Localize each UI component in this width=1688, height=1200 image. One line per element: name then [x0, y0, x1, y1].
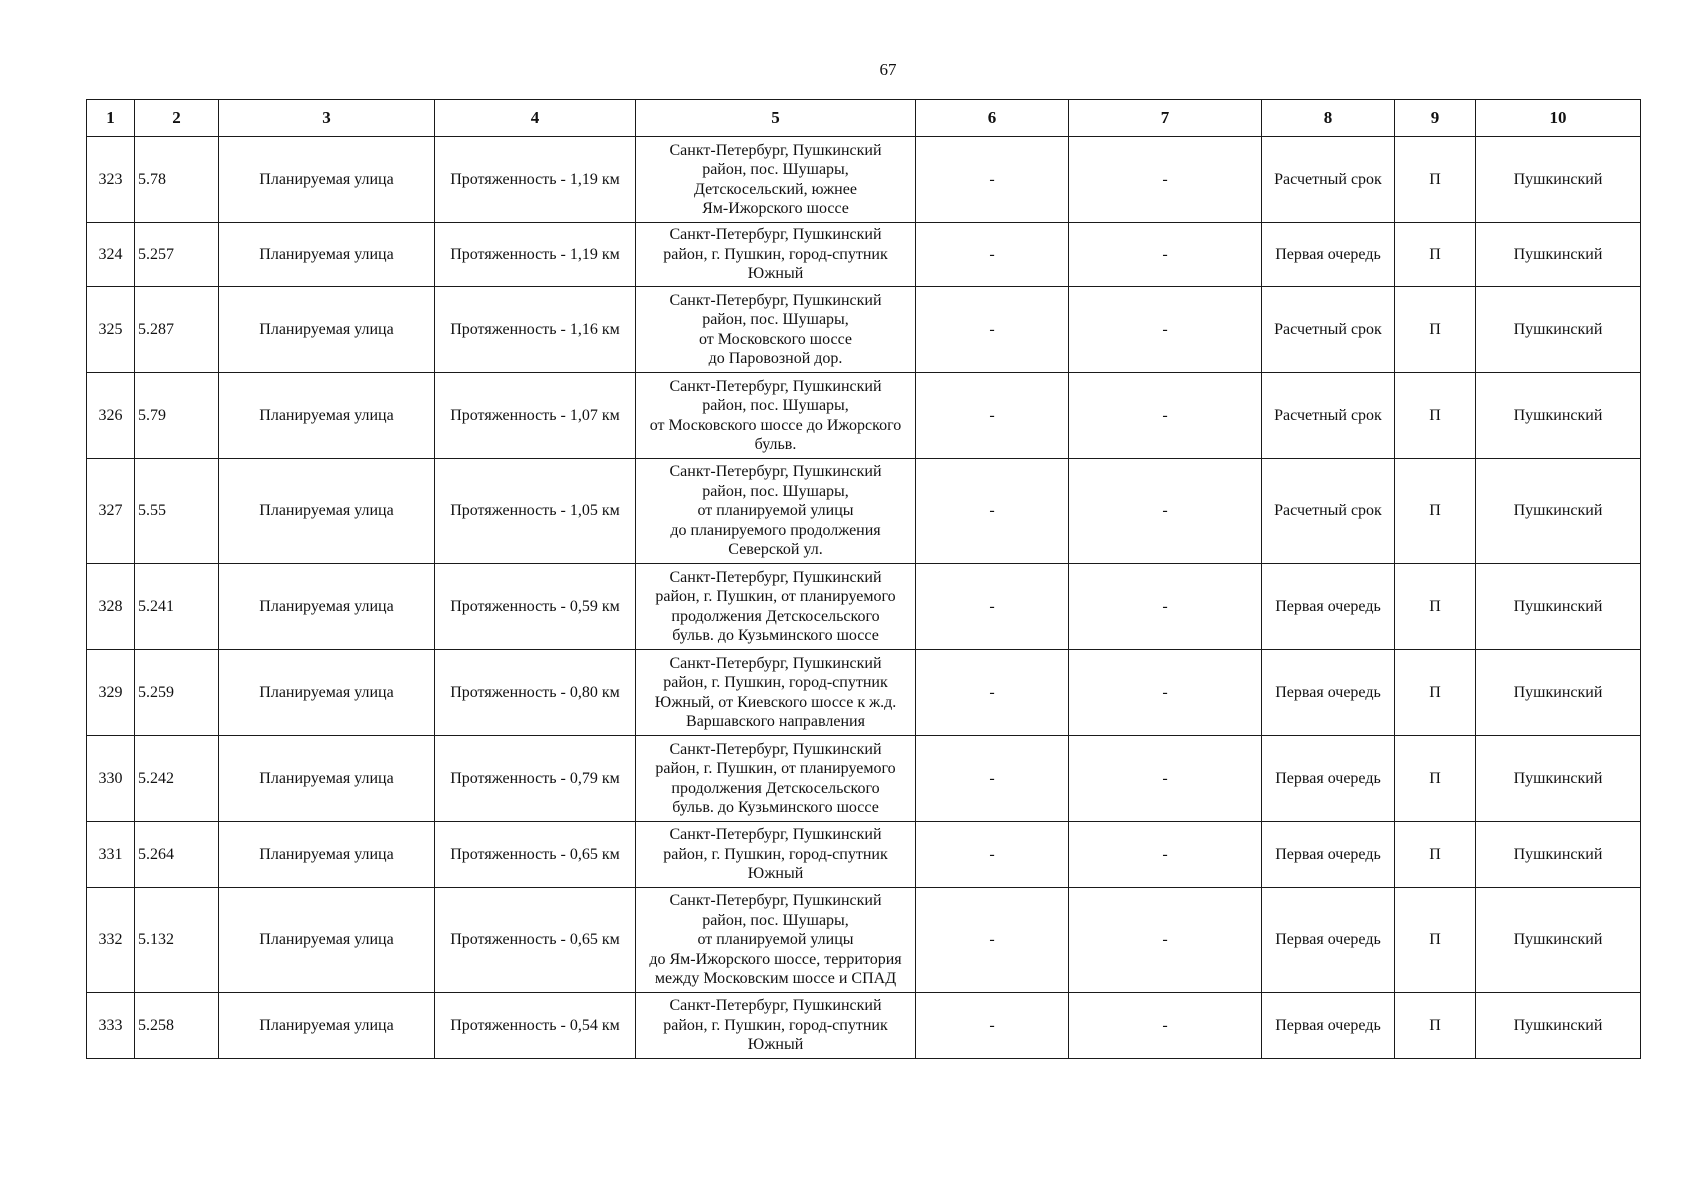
row-number-cell: 323: [87, 137, 135, 223]
district-cell: Пушкинский: [1476, 822, 1641, 888]
address-line: Санкт-Петербург, Пушкинский: [669, 568, 882, 586]
table-row: [87, 287, 1641, 373]
address-line: продолжения Детскосельского: [671, 779, 880, 797]
status-cell: П: [1395, 287, 1476, 373]
object-code-cell: 5.78: [135, 137, 219, 223]
term-cell: Расчетный срок: [1262, 137, 1395, 223]
address-cell: [636, 373, 916, 459]
address-line: район, пос. Шушары,: [702, 311, 849, 328]
object-code-cell: 5.257: [135, 223, 219, 287]
column-header: 5: [636, 100, 916, 137]
address-line: бульв. до Кузьминского шоссе: [672, 799, 879, 816]
address-line: продолжения Детскосельского: [671, 607, 880, 625]
object-name-cell: Планируемая улица: [219, 993, 435, 1059]
object-code-cell: 5.259: [135, 650, 219, 736]
address-cell: [636, 888, 916, 993]
address-line: Санкт-Петербург, Пушкинский: [669, 740, 882, 758]
term-cell: Первая очередь: [1262, 564, 1395, 650]
address-line: район, пос. Шушары,: [702, 911, 849, 929]
address-cell: [636, 287, 916, 373]
address-line: район, г. Пушкин, город-спутник: [663, 845, 888, 863]
district-cell: Пушкинский: [1476, 223, 1641, 287]
object-code-cell: 5.242: [135, 736, 219, 822]
table-row: [87, 822, 1641, 888]
address-line: от планируемой улицы: [697, 502, 854, 520]
address-line: Санкт-Петербург, Пушкинский: [669, 226, 882, 244]
status-cell: П: [1395, 650, 1476, 736]
column-7-cell: -: [1069, 459, 1262, 564]
term-cell: Первая очередь: [1262, 993, 1395, 1059]
object-name-cell: Планируемая улица: [219, 822, 435, 888]
column-7-cell: -: [1069, 373, 1262, 459]
column-6-cell: -: [916, 736, 1069, 822]
row-number-cell: 330: [87, 736, 135, 822]
column-header: 6: [916, 100, 1069, 137]
term-cell: Первая очередь: [1262, 223, 1395, 287]
column-header: 7: [1069, 100, 1262, 137]
column-header: 4: [435, 100, 636, 137]
district-cell: Пушкинский: [1476, 564, 1641, 650]
row-number-cell: 324: [87, 223, 135, 287]
address-line: бульв.: [754, 436, 797, 453]
address-line: Санкт-Петербург, Пушкинский: [669, 291, 882, 309]
address-cell: [636, 822, 916, 888]
address-line: Варшавского направления: [686, 713, 865, 730]
object-name-cell: Планируемая улица: [219, 888, 435, 993]
column-7-cell: -: [1069, 736, 1262, 822]
header-row: [87, 100, 1641, 137]
object-code-cell: 5.258: [135, 993, 219, 1059]
address-line: район, пос. Шушары,: [702, 397, 849, 414]
table-row: [87, 223, 1641, 287]
extent-cell: Протяженность - 1,05 км: [435, 459, 636, 564]
address-cell: [636, 736, 916, 822]
term-cell: Расчетный срок: [1262, 287, 1395, 373]
term-cell: Расчетный срок: [1262, 373, 1395, 459]
address-line: Южный, от Киевского шоссе к ж.д.: [654, 693, 897, 711]
column-6-cell: -: [916, 223, 1069, 287]
district-cell: Пушкинский: [1476, 736, 1641, 822]
row-number-cell: 331: [87, 822, 135, 888]
address-cell: [636, 223, 916, 287]
status-cell: П: [1395, 736, 1476, 822]
address-line: от Московского шоссе до Ижорского: [649, 416, 902, 434]
row-number-cell: 327: [87, 459, 135, 564]
column-7-cell: -: [1069, 564, 1262, 650]
address-line: Санкт-Петербург, Пушкинский: [669, 892, 882, 910]
object-code-cell: 5.79: [135, 373, 219, 459]
column-7-cell: -: [1069, 137, 1262, 223]
address-cell: [636, 459, 916, 564]
extent-cell: Протяженность - 0,54 км: [435, 993, 636, 1059]
extent-cell: Протяженность - 1,19 км: [435, 223, 636, 287]
district-cell: Пушкинский: [1476, 287, 1641, 373]
address-line: район, г. Пушкин, город-спутник: [663, 245, 888, 263]
term-cell: Первая очередь: [1262, 650, 1395, 736]
address-line: Ям-Ижорского шоссе: [702, 200, 849, 217]
column-header: 1: [87, 100, 135, 137]
row-number-cell: 325: [87, 287, 135, 373]
status-cell: П: [1395, 223, 1476, 287]
term-cell: Первая очередь: [1262, 888, 1395, 993]
object-name-cell: Планируемая улица: [219, 373, 435, 459]
table-row: [87, 650, 1641, 736]
address-cell: [636, 650, 916, 736]
column-6-cell: -: [916, 993, 1069, 1059]
column-7-cell: -: [1069, 993, 1262, 1059]
extent-cell: Протяженность - 0,80 км: [435, 650, 636, 736]
row-number-cell: 326: [87, 373, 135, 459]
object-code-cell: 5.55: [135, 459, 219, 564]
extent-cell: Протяженность - 0,79 км: [435, 736, 636, 822]
column-header: 8: [1262, 100, 1395, 137]
address-line: Северской ул.: [728, 541, 823, 559]
table-row: [87, 373, 1641, 459]
status-cell: П: [1395, 888, 1476, 993]
address-line: Санкт-Петербург, Пушкинский: [669, 377, 882, 395]
address-line: Санкт-Петербург, Пушкинский: [669, 997, 882, 1015]
object-code-cell: 5.241: [135, 564, 219, 650]
district-cell: Пушкинский: [1476, 459, 1641, 564]
district-cell: Пушкинский: [1476, 137, 1641, 223]
column-6-cell: -: [916, 564, 1069, 650]
address-line: район, г. Пушкин, от планируемого: [655, 760, 896, 777]
table-row: [87, 137, 1641, 223]
object-name-cell: Планируемая улица: [219, 650, 435, 736]
address-line: до Ям-Ижорского шоссе, территория: [649, 950, 902, 968]
extent-cell: Протяженность - 0,59 км: [435, 564, 636, 650]
row-number-cell: 329: [87, 650, 135, 736]
address-line: Южный: [747, 265, 804, 283]
extent-cell: Протяженность - 0,65 км: [435, 822, 636, 888]
table-row: [87, 993, 1641, 1059]
column-6-cell: -: [916, 650, 1069, 736]
column-header: 10: [1476, 100, 1641, 137]
address-line: до Паровозной дор.: [708, 350, 843, 367]
column-6-cell: -: [916, 373, 1069, 459]
column-7-cell: -: [1069, 287, 1262, 373]
term-cell: Первая очередь: [1262, 736, 1395, 822]
address-line: Санкт-Петербург, Пушкинский: [669, 141, 882, 159]
term-cell: Расчетный срок: [1262, 459, 1395, 564]
table-row: [87, 888, 1641, 993]
extent-cell: Протяженность - 1,16 км: [435, 287, 636, 373]
address-line: район, г. Пушкин, от планируемого: [655, 588, 896, 605]
address-line: район, пос. Шушары,: [702, 482, 849, 500]
status-cell: П: [1395, 564, 1476, 650]
address-line: Санкт-Петербург, Пушкинский: [669, 463, 882, 481]
object-name-cell: Планируемая улица: [219, 564, 435, 650]
row-number-cell: 328: [87, 564, 135, 650]
address-line: район, г. Пушкин, город-спутник: [663, 674, 888, 691]
address-line: от Московского шоссе: [699, 330, 852, 348]
address-line: Южный: [747, 865, 804, 883]
extent-cell: Протяженность - 1,07 км: [435, 373, 636, 459]
address-line: район, г. Пушкин, город-спутник: [663, 1016, 888, 1034]
term-cell: Первая очередь: [1262, 822, 1395, 888]
address-line: Санкт-Петербург, Пушкинский: [669, 654, 882, 672]
table-row: [87, 459, 1641, 564]
row-number-cell: 333: [87, 993, 135, 1059]
object-code-cell: 5.132: [135, 888, 219, 993]
column-7-cell: -: [1069, 888, 1262, 993]
district-cell: Пушкинский: [1476, 993, 1641, 1059]
page-number: 67: [879, 60, 897, 79]
column-7-cell: -: [1069, 223, 1262, 287]
object-name-cell: Планируемая улица: [219, 459, 435, 564]
row-number-cell: 332: [87, 888, 135, 993]
address-cell: [636, 137, 916, 223]
table-row: [87, 736, 1641, 822]
address-line: Санкт-Петербург, Пушкинский: [669, 826, 882, 844]
column-6-cell: -: [916, 459, 1069, 564]
address-line: между Московским шоссе и СПАД: [654, 970, 897, 988]
district-cell: Пушкинский: [1476, 888, 1641, 993]
object-code-cell: 5.287: [135, 287, 219, 373]
address-line: Южный: [747, 1036, 804, 1054]
address-line: от планируемой улицы: [697, 931, 854, 949]
status-cell: П: [1395, 373, 1476, 459]
column-6-cell: -: [916, 287, 1069, 373]
address-line: район, пос. Шушары,: [702, 161, 849, 178]
object-code-cell: 5.264: [135, 822, 219, 888]
object-name-cell: Планируемая улица: [219, 137, 435, 223]
column-6-cell: -: [916, 888, 1069, 993]
column-6-cell: -: [916, 822, 1069, 888]
column-header: 3: [219, 100, 435, 137]
district-cell: Пушкинский: [1476, 373, 1641, 459]
extent-cell: Протяженность - 1,19 км: [435, 137, 636, 223]
column-7-cell: -: [1069, 822, 1262, 888]
address-cell: [636, 564, 916, 650]
column-header: 9: [1395, 100, 1476, 137]
address-cell: [636, 993, 916, 1059]
status-cell: П: [1395, 137, 1476, 223]
address-line: бульв. до Кузьминского шоссе: [672, 627, 879, 644]
extent-cell: Протяженность - 0,65 км: [435, 888, 636, 993]
column-7-cell: -: [1069, 650, 1262, 736]
object-name-cell: Планируемая улица: [219, 736, 435, 822]
object-name-cell: Планируемая улица: [219, 223, 435, 287]
district-cell: Пушкинский: [1476, 650, 1641, 736]
address-line: до планируемого продолжения: [670, 521, 881, 539]
status-cell: П: [1395, 822, 1476, 888]
street-registry-table: [86, 99, 1641, 1059]
column-header: 2: [135, 100, 219, 137]
status-cell: П: [1395, 993, 1476, 1059]
table-row: [87, 564, 1641, 650]
status-cell: П: [1395, 459, 1476, 564]
column-6-cell: -: [916, 137, 1069, 223]
address-line: Детскосельский, южнее: [694, 180, 857, 198]
object-name-cell: Планируемая улица: [219, 287, 435, 373]
